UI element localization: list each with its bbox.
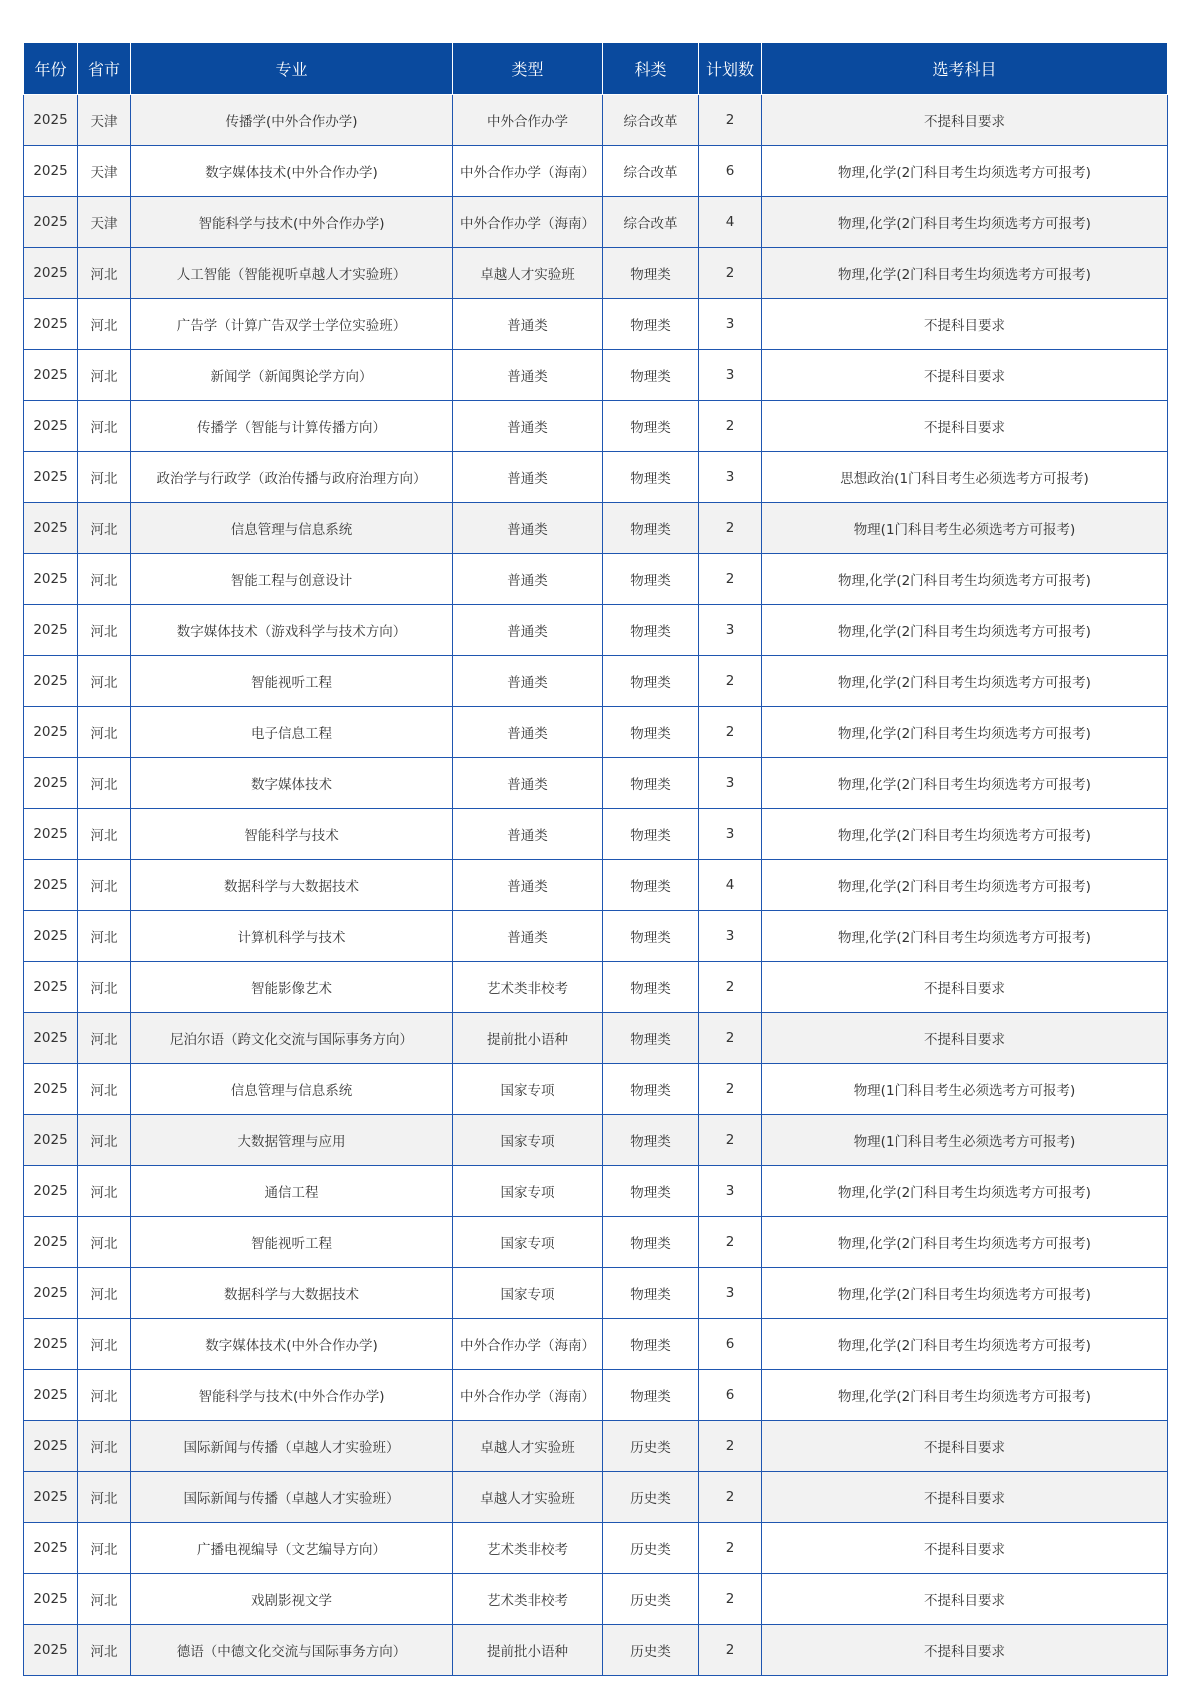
subject-requirements-cell: 物理,化学(2门科目考生均须选考方可报考) [762,656,1168,707]
table-row [24,809,1168,860]
province-cell: 河北 [78,962,131,1013]
plan-count-cell: 3 [699,809,762,860]
year-cell: 2025 [24,1472,78,1523]
table-row [24,146,1168,197]
plan-count-cell: 2 [699,401,762,452]
plan-count-cell: 6 [699,146,762,197]
type-cell: 艺术类非校考 [453,1574,603,1625]
category-cell: 物理类 [603,860,699,911]
type-cell: 卓越人才实验班 [453,1421,603,1472]
type-cell: 提前批小语种 [453,1013,603,1064]
category-cell: 历史类 [603,1421,699,1472]
major-cell: 数字媒体技术 [131,758,453,809]
major-cell: 戏剧影视文学 [131,1574,453,1625]
major-cell: 智能科学与技术(中外合作办学) [131,197,453,248]
subject-requirements-cell: 不提科目要求 [762,1013,1168,1064]
plan-count-cell: 2 [699,554,762,605]
type-cell: 普通类 [453,605,603,656]
year-cell: 2025 [24,1574,78,1625]
category-cell: 物理类 [603,809,699,860]
type-cell: 普通类 [453,860,603,911]
column-header-province: 省市 [78,43,131,95]
subject-requirements-cell: 物理,化学(2门科目考生均须选考方可报考) [762,707,1168,758]
major-cell: 信息管理与信息系统 [131,1064,453,1115]
major-cell: 国际新闻与传播（卓越人才实验班） [131,1421,453,1472]
year-cell: 2025 [24,1523,78,1574]
table-row [24,95,1168,146]
plan-count-cell: 3 [699,911,762,962]
type-cell: 普通类 [453,656,603,707]
category-cell: 物理类 [603,758,699,809]
type-cell: 国家专项 [453,1217,603,1268]
subject-requirements-cell: 不提科目要求 [762,299,1168,350]
table-row [24,860,1168,911]
category-cell: 物理类 [603,1166,699,1217]
type-cell: 中外合作办学（海南） [453,197,603,248]
type-cell: 普通类 [453,350,603,401]
major-cell: 人工智能（智能视听卓越人才实验班） [131,248,453,299]
plan-count-cell: 4 [699,197,762,248]
subject-requirements-cell: 不提科目要求 [762,1523,1168,1574]
plan-count-cell: 2 [699,1625,762,1676]
major-cell: 信息管理与信息系统 [131,503,453,554]
year-cell: 2025 [24,1166,78,1217]
table-row [24,911,1168,962]
year-cell: 2025 [24,197,78,248]
province-cell: 河北 [78,1370,131,1421]
plan-count-cell: 3 [699,452,762,503]
year-cell: 2025 [24,95,78,146]
subject-requirements-cell: 物理,化学(2门科目考生均须选考方可报考) [762,605,1168,656]
year-cell: 2025 [24,1115,78,1166]
table-row [24,197,1168,248]
table-row [24,605,1168,656]
major-cell: 智能科学与技术(中外合作办学) [131,1370,453,1421]
category-cell: 物理类 [603,401,699,452]
category-cell: 物理类 [603,1064,699,1115]
subject-requirements-cell: 不提科目要求 [762,1574,1168,1625]
year-cell: 2025 [24,962,78,1013]
major-cell: 电子信息工程 [131,707,453,758]
type-cell: 普通类 [453,809,603,860]
category-cell: 综合改革 [603,95,699,146]
table-row [24,656,1168,707]
year-cell: 2025 [24,1421,78,1472]
year-cell: 2025 [24,758,78,809]
major-cell: 传播学(中外合作办学) [131,95,453,146]
province-cell: 河北 [78,401,131,452]
category-cell: 物理类 [603,1268,699,1319]
column-header-major: 专业 [131,43,453,95]
year-cell: 2025 [24,1319,78,1370]
province-cell: 河北 [78,758,131,809]
table-body [24,95,1168,1676]
category-cell: 历史类 [603,1523,699,1574]
major-cell: 数字媒体技术(中外合作办学) [131,1319,453,1370]
subject-requirements-cell: 物理,化学(2门科目考生均须选考方可报考) [762,758,1168,809]
type-cell: 中外合作办学 [453,95,603,146]
year-cell: 2025 [24,656,78,707]
table-header-row [24,43,1168,95]
year-cell: 2025 [24,1625,78,1676]
province-cell: 河北 [78,1523,131,1574]
year-cell: 2025 [24,1064,78,1115]
column-header-subject-requirements: 选考科目 [762,43,1168,95]
category-cell: 物理类 [603,503,699,554]
category-cell: 物理类 [603,350,699,401]
category-cell: 物理类 [603,911,699,962]
category-cell: 物理类 [603,299,699,350]
major-cell: 广告学（计算广告双学士学位实验班） [131,299,453,350]
table-row [24,1523,1168,1574]
plan-count-cell: 3 [699,605,762,656]
year-cell: 2025 [24,1217,78,1268]
plan-count-cell: 2 [699,1472,762,1523]
year-cell: 2025 [24,401,78,452]
subject-requirements-cell: 不提科目要求 [762,1625,1168,1676]
table-row [24,401,1168,452]
type-cell: 普通类 [453,554,603,605]
table-row [24,452,1168,503]
major-cell: 数字媒体技术(中外合作办学) [131,146,453,197]
year-cell: 2025 [24,809,78,860]
subject-requirements-cell: 物理,化学(2门科目考生均须选考方可报考) [762,911,1168,962]
plan-count-cell: 2 [699,1421,762,1472]
major-cell: 国际新闻与传播（卓越人才实验班） [131,1472,453,1523]
plan-count-cell: 2 [699,1013,762,1064]
province-cell: 河北 [78,911,131,962]
year-cell: 2025 [24,503,78,554]
subject-requirements-cell: 物理(1门科目考生必须选考方可报考) [762,503,1168,554]
plan-count-cell: 2 [699,95,762,146]
province-cell: 河北 [78,248,131,299]
plan-count-cell: 2 [699,1217,762,1268]
type-cell: 国家专项 [453,1064,603,1115]
province-cell: 河北 [78,1115,131,1166]
type-cell: 提前批小语种 [453,1625,603,1676]
province-cell: 河北 [78,503,131,554]
category-cell: 物理类 [603,656,699,707]
year-cell: 2025 [24,248,78,299]
type-cell: 中外合作办学（海南） [453,1370,603,1421]
enrollment-plan-table [23,42,1168,1676]
type-cell: 国家专项 [453,1166,603,1217]
category-cell: 物理类 [603,1013,699,1064]
province-cell: 河北 [78,809,131,860]
subject-requirements-cell: 不提科目要求 [762,1472,1168,1523]
province-cell: 河北 [78,605,131,656]
province-cell: 河北 [78,452,131,503]
major-cell: 智能视听工程 [131,656,453,707]
year-cell: 2025 [24,554,78,605]
category-cell: 历史类 [603,1625,699,1676]
subject-requirements-cell: 物理,化学(2门科目考生均须选考方可报考) [762,809,1168,860]
major-cell: 数据科学与大数据技术 [131,860,453,911]
province-cell: 河北 [78,554,131,605]
year-cell: 2025 [24,146,78,197]
type-cell: 普通类 [453,452,603,503]
province-cell: 河北 [78,1064,131,1115]
table-row [24,707,1168,758]
year-cell: 2025 [24,299,78,350]
table-row [24,1370,1168,1421]
year-cell: 2025 [24,350,78,401]
column-header-type: 类型 [453,43,603,95]
table-row [24,1574,1168,1625]
type-cell: 中外合作办学（海南） [453,1319,603,1370]
plan-count-cell: 3 [699,758,762,809]
major-cell: 传播学（智能与计算传播方向） [131,401,453,452]
table-row [24,1115,1168,1166]
table-row [24,1217,1168,1268]
category-cell: 物理类 [603,707,699,758]
table-row [24,962,1168,1013]
province-cell: 天津 [78,146,131,197]
major-cell: 尼泊尔语（跨文化交流与国际事务方向） [131,1013,453,1064]
subject-requirements-cell: 物理,化学(2门科目考生均须选考方可报考) [762,554,1168,605]
subject-requirements-cell: 不提科目要求 [762,962,1168,1013]
table-row [24,503,1168,554]
plan-count-cell: 2 [699,707,762,758]
province-cell: 河北 [78,1319,131,1370]
category-cell: 综合改革 [603,197,699,248]
type-cell: 普通类 [453,299,603,350]
major-cell: 通信工程 [131,1166,453,1217]
type-cell: 国家专项 [453,1115,603,1166]
major-cell: 德语（中德文化交流与国际事务方向） [131,1625,453,1676]
year-cell: 2025 [24,452,78,503]
table-row [24,1472,1168,1523]
subject-requirements-cell: 不提科目要求 [762,401,1168,452]
province-cell: 河北 [78,656,131,707]
subject-requirements-cell: 物理,化学(2门科目考生均须选考方可报考) [762,197,1168,248]
major-cell: 政治学与行政学（政治传播与政府治理方向） [131,452,453,503]
type-cell: 艺术类非校考 [453,962,603,1013]
plan-count-cell: 3 [699,1268,762,1319]
year-cell: 2025 [24,1013,78,1064]
category-cell: 历史类 [603,1574,699,1625]
subject-requirements-cell: 思想政治(1门科目考生必须选考方可报考) [762,452,1168,503]
type-cell: 卓越人才实验班 [453,1472,603,1523]
province-cell: 河北 [78,1217,131,1268]
column-header-plan-count: 计划数 [699,43,762,95]
subject-requirements-cell: 物理,化学(2门科目考生均须选考方可报考) [762,1217,1168,1268]
major-cell: 计算机科学与技术 [131,911,453,962]
plan-count-cell: 6 [699,1370,762,1421]
category-cell: 物理类 [603,452,699,503]
province-cell: 河北 [78,1421,131,1472]
plan-count-cell: 2 [699,1574,762,1625]
subject-requirements-cell: 物理,化学(2门科目考生均须选考方可报考) [762,1370,1168,1421]
category-cell: 物理类 [603,1370,699,1421]
category-cell: 综合改革 [603,146,699,197]
category-cell: 物理类 [603,554,699,605]
province-cell: 河北 [78,299,131,350]
subject-requirements-cell: 物理(1门科目考生必须选考方可报考) [762,1115,1168,1166]
major-cell: 智能科学与技术 [131,809,453,860]
category-cell: 物理类 [603,1115,699,1166]
major-cell: 广播电视编导（文艺编导方向） [131,1523,453,1574]
year-cell: 2025 [24,605,78,656]
table-row [24,758,1168,809]
plan-count-cell: 2 [699,962,762,1013]
province-cell: 河北 [78,1166,131,1217]
category-cell: 物理类 [603,248,699,299]
subject-requirements-cell: 不提科目要求 [762,1421,1168,1472]
plan-count-cell: 3 [699,1166,762,1217]
type-cell: 中外合作办学（海南） [453,146,603,197]
province-cell: 河北 [78,860,131,911]
major-cell: 大数据管理与应用 [131,1115,453,1166]
plan-count-cell: 2 [699,1115,762,1166]
plan-count-cell: 2 [699,503,762,554]
category-cell: 物理类 [603,1319,699,1370]
table-row [24,350,1168,401]
subject-requirements-cell: 物理(1门科目考生必须选考方可报考) [762,1064,1168,1115]
province-cell: 天津 [78,95,131,146]
table-row [24,1319,1168,1370]
type-cell: 艺术类非校考 [453,1523,603,1574]
province-cell: 河北 [78,1574,131,1625]
subject-requirements-cell: 不提科目要求 [762,95,1168,146]
column-header-year: 年份 [24,43,78,95]
table-row [24,554,1168,605]
plan-count-cell: 2 [699,1523,762,1574]
major-cell: 数据科学与大数据技术 [131,1268,453,1319]
table-row [24,1166,1168,1217]
table-row [24,1625,1168,1676]
plan-count-cell: 2 [699,1064,762,1115]
plan-count-cell: 6 [699,1319,762,1370]
table-row [24,1013,1168,1064]
year-cell: 2025 [24,860,78,911]
plan-count-cell: 2 [699,656,762,707]
subject-requirements-cell: 物理,化学(2门科目考生均须选考方可报考) [762,146,1168,197]
type-cell: 普通类 [453,503,603,554]
province-cell: 河北 [78,1625,131,1676]
major-cell: 智能视听工程 [131,1217,453,1268]
table-row [24,1064,1168,1115]
plan-count-cell: 2 [699,248,762,299]
major-cell: 智能工程与创意设计 [131,554,453,605]
province-cell: 河北 [78,1268,131,1319]
subject-requirements-cell: 物理,化学(2门科目考生均须选考方可报考) [762,1268,1168,1319]
year-cell: 2025 [24,707,78,758]
subject-requirements-cell: 物理,化学(2门科目考生均须选考方可报考) [762,248,1168,299]
year-cell: 2025 [24,911,78,962]
major-cell: 智能影像艺术 [131,962,453,1013]
subject-requirements-cell: 物理,化学(2门科目考生均须选考方可报考) [762,1319,1168,1370]
major-cell: 数字媒体技术（游戏科学与技术方向） [131,605,453,656]
type-cell: 普通类 [453,401,603,452]
province-cell: 河北 [78,1472,131,1523]
province-cell: 河北 [78,350,131,401]
subject-requirements-cell: 物理,化学(2门科目考生均须选考方可报考) [762,1166,1168,1217]
category-cell: 历史类 [603,1472,699,1523]
table-row [24,248,1168,299]
type-cell: 卓越人才实验班 [453,248,603,299]
category-cell: 物理类 [603,962,699,1013]
column-header-category: 科类 [603,43,699,95]
year-cell: 2025 [24,1268,78,1319]
major-cell: 新闻学（新闻舆论学方向） [131,350,453,401]
province-cell: 河北 [78,707,131,758]
table-row [24,1268,1168,1319]
plan-count-cell: 3 [699,350,762,401]
table-row [24,1421,1168,1472]
plan-count-cell: 4 [699,860,762,911]
subject-requirements-cell: 物理,化学(2门科目考生均须选考方可报考) [762,860,1168,911]
province-cell: 河北 [78,1013,131,1064]
type-cell: 国家专项 [453,1268,603,1319]
type-cell: 普通类 [453,707,603,758]
type-cell: 普通类 [453,911,603,962]
table-row [24,299,1168,350]
subject-requirements-cell: 不提科目要求 [762,350,1168,401]
enrollment-plan-table-container [23,42,1167,1676]
category-cell: 物理类 [603,1217,699,1268]
year-cell: 2025 [24,1370,78,1421]
category-cell: 物理类 [603,605,699,656]
province-cell: 天津 [78,197,131,248]
type-cell: 普通类 [453,758,603,809]
plan-count-cell: 3 [699,299,762,350]
